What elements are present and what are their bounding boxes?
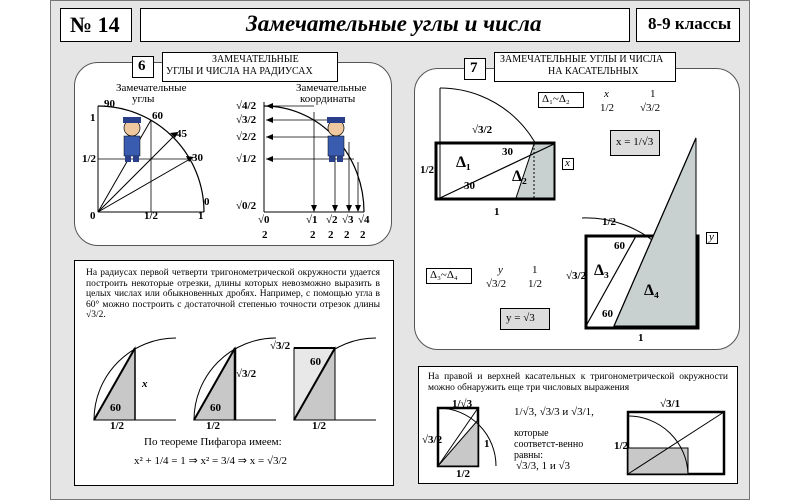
frac4-num: 1 [532, 264, 538, 276]
td-root3-2-a: √3/2 [236, 368, 257, 380]
section-7-title-l1: ЗАМЕЧАТЕЛЬНЫЕ УГЛЫ И ЧИСЛА [500, 54, 664, 65]
bottom-right-paragraph: На правой и верхней касательных к тригонометрической окружности можно обнаружить еще три числовых выражения [428, 372, 728, 393]
frac1-eq: x [604, 88, 609, 100]
angle-label-90: 90 [104, 98, 115, 110]
denom-4: 2 [360, 229, 366, 241]
br-half: 1/2 [456, 468, 471, 480]
s7-one-bottom: 1 [638, 332, 644, 344]
s7-half-top: 1/2 [420, 164, 435, 176]
text-box-paragraph: На радиусах первой четверти тригонометрической окружности удается построить некоторые отрезки, длины которых невозможно выразить в целых числах или обыкновенных дробях. Например, с помощью угла в 60° можно построить с достаточной степенью точности отрезок длины √3/2. [86, 268, 380, 320]
s7-a60-2: 60 [602, 308, 613, 320]
coords-caption-l1: Замечательные [296, 82, 367, 94]
s7-d1: Δ₁ [456, 154, 471, 171]
td-half-3: 1/2 [312, 420, 327, 432]
text-box-diagrams [80, 328, 390, 438]
s7-d4: Δ₄ [644, 282, 659, 299]
bottom-label-0: √0 [258, 214, 270, 226]
br-which: которые соответст-венно равны: [514, 428, 584, 461]
section-7-title-l2: НА КАСАТЕЛЬНЫХ [548, 66, 639, 77]
s7-a30-2: 30 [464, 180, 475, 192]
axis-half-x: 1/2 [144, 210, 159, 222]
coords-quadrant [264, 102, 364, 212]
angle-label-30: 30 [192, 152, 203, 164]
poster-number: № 14 [70, 12, 120, 37]
axis-zero: 0 [90, 210, 96, 222]
angles-caption-l1: Замечательные [116, 82, 187, 94]
section-6-title-l2: УГЛЫ И ЧИСЛА НА РАДИУСАХ [166, 66, 313, 77]
s7-y: y [709, 231, 714, 243]
axis-one-y: 1 [90, 112, 96, 124]
s7-one-top: 1 [494, 206, 500, 218]
policeman-icon [123, 117, 141, 162]
res1: x = 1/√3 [616, 136, 654, 148]
denom-1: 2 [310, 229, 316, 241]
br-root3-1: √3/1 [660, 398, 681, 410]
br-inv-root3: 1/√3 [452, 398, 473, 410]
s7-d3: Δ₃ [594, 262, 609, 279]
coords-caption-l2: координаты [300, 93, 356, 105]
bottom-label-4: √4 [358, 214, 370, 226]
td-a60-1: 60 [110, 402, 121, 414]
frac3-num: y [498, 264, 503, 276]
frac1-den: 1/2 [600, 102, 615, 114]
upper-tangent-figure [436, 88, 554, 199]
td-a60-3: 60 [310, 356, 321, 368]
angles-quadrant [98, 106, 204, 212]
br-one: 1 [484, 438, 490, 450]
frac2-den: √3/2 [640, 102, 661, 114]
denom-3: 2 [344, 229, 350, 241]
section-6-number-text: 6 [138, 58, 146, 74]
coord-label-2: √2/2 [236, 131, 257, 143]
br-exprs: 1/√3, √3/3 и √3/1, [514, 406, 594, 418]
section-6-title-l1: ЗАМЕЧАТЕЛЬНЫЕ [212, 54, 299, 65]
angle-label-60: 60 [152, 110, 163, 122]
td-x: x [142, 378, 148, 390]
section-7-number-text: 7 [470, 60, 478, 76]
angle-label-45: 45 [176, 128, 187, 140]
policeman-icon [327, 117, 345, 162]
axis-half-y: 1/2 [82, 153, 97, 165]
coord-label-0: √0/2 [236, 200, 257, 212]
s7-d2: Δ₂ [512, 168, 527, 185]
frac2-num: 1 [650, 88, 656, 100]
s7-a60-1: 60 [614, 240, 625, 252]
grade-label: 8-9 классы [648, 14, 732, 33]
s7-half-bottom: 1/2 [602, 216, 617, 228]
coord-label-3: √3/2 [236, 114, 257, 126]
res2: y = √3 [506, 312, 535, 324]
coord-label-1: √1/2 [236, 153, 257, 165]
s7-root3-2-top: √3/2 [472, 124, 493, 136]
lower-tangent-figure [582, 138, 698, 328]
denom-2: 2 [328, 229, 334, 241]
td-a60-2: 60 [210, 402, 221, 414]
denom-0: 2 [262, 229, 268, 241]
sim34: Δ₃~Δ₄ [430, 269, 458, 281]
s7-root3-2-bottom: √3/2 [566, 270, 587, 282]
bottom-label-3: √3 [342, 214, 354, 226]
frac4-den: 1/2 [528, 278, 543, 290]
angles-caption-l2: углы [132, 93, 155, 105]
s7-a30-1: 30 [502, 146, 513, 158]
coord-label-4: √4/2 [236, 100, 257, 112]
s7-x: x [565, 157, 570, 169]
bottom-label-1: √1 [306, 214, 318, 226]
angle-label-0: 0 [204, 196, 210, 208]
sim12: Δ₁~Δ₂ [542, 93, 570, 105]
br-root3-2: √3/2 [422, 434, 443, 446]
td-half-2: 1/2 [206, 420, 221, 432]
section-7-diagram [414, 68, 740, 350]
axis-one-x: 1 [198, 210, 204, 222]
br-results: √3/3, 1 и √3 [516, 460, 571, 472]
bottom-label-2: √2 [326, 214, 338, 226]
poster-title: Замечательные углы и числа [246, 11, 542, 36]
pythagoras-equation: x² + 1/4 = 1 ⇒ x² = 3/4 ⇒ x = √3/2 [134, 455, 288, 467]
frac3-den: √3/2 [486, 278, 507, 290]
br-half-2: 1/2 [614, 440, 629, 452]
td-root3-2-b: √3/2 [270, 340, 291, 352]
pythagoras-caption: По теореме Пифагора имеем: [144, 436, 282, 448]
td-half-1: 1/2 [110, 420, 125, 432]
